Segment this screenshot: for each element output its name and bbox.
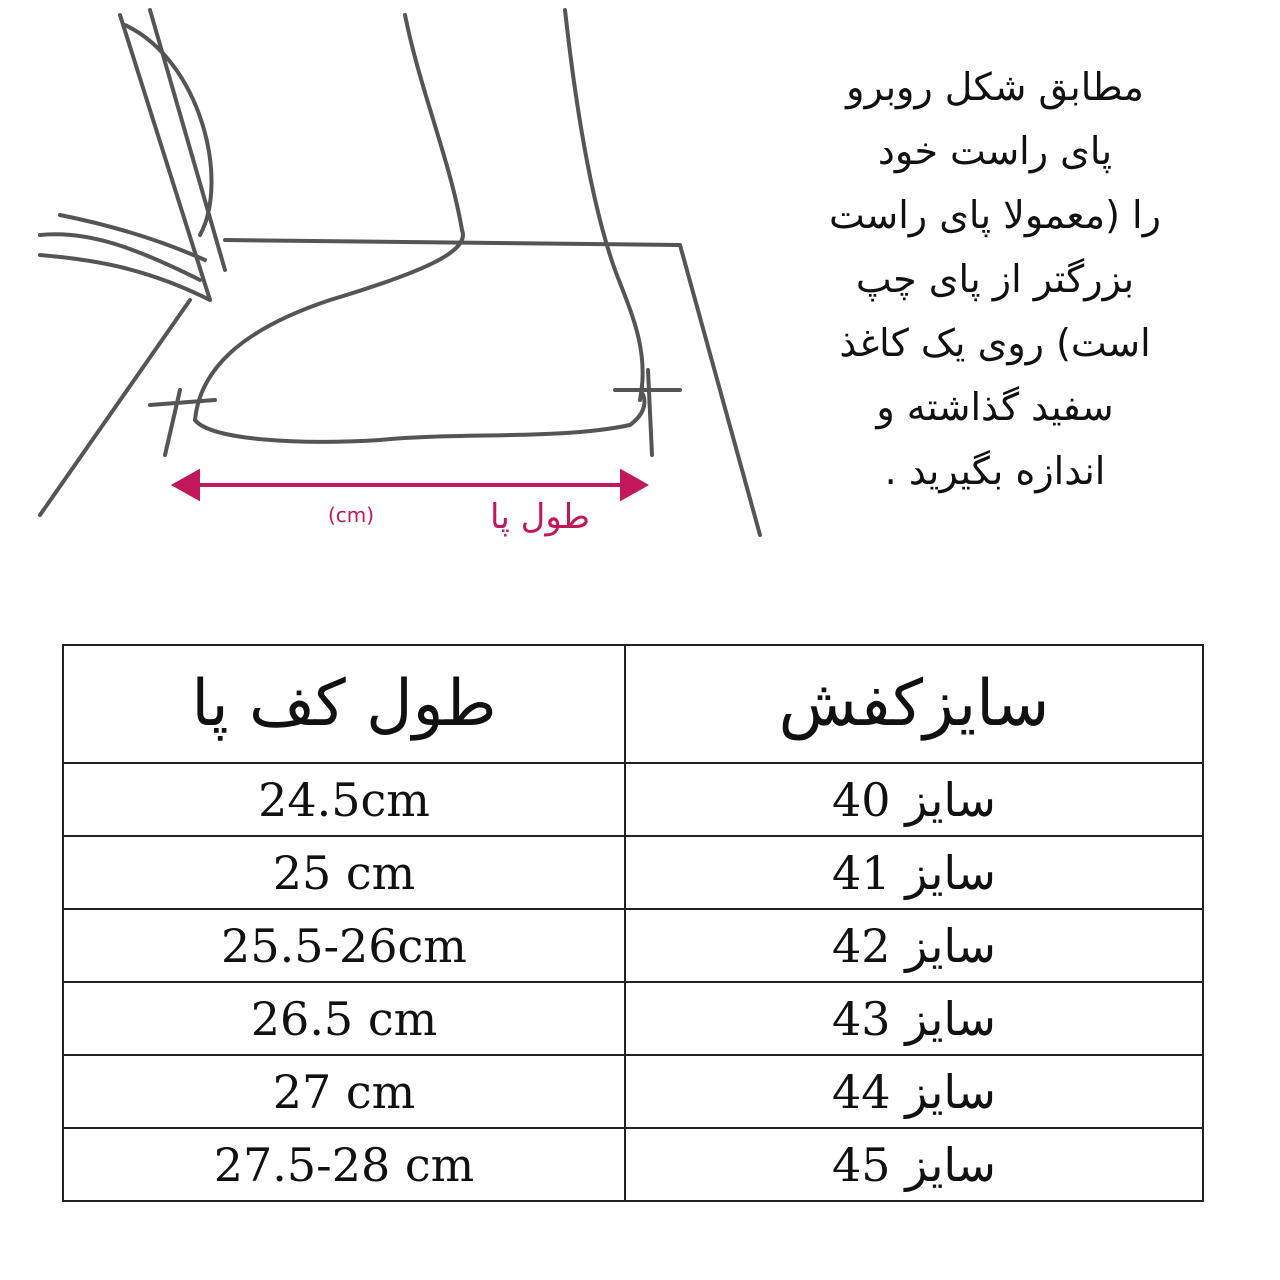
- instruction-line: را (معمولا پای راست: [829, 193, 1161, 237]
- size-number: 41: [832, 845, 891, 900]
- shoe-size-cell: [625, 836, 1203, 909]
- table-row: [63, 909, 1203, 982]
- size-number: 40: [832, 772, 891, 827]
- foot-length-cell: 26.5 cm: [63, 982, 625, 1055]
- foot-measurement-illustration: [0, 0, 780, 560]
- table-row: [63, 763, 1203, 836]
- shoe-size-cell: [625, 909, 1203, 982]
- toe-mark: [615, 370, 680, 455]
- measure-unit: (cm): [328, 503, 375, 527]
- instruction-line: پای راست خود: [877, 129, 1113, 173]
- instruction-line: بزرگتر از پای چپ: [855, 257, 1135, 301]
- foot-length-cell: 27.5-28 cm: [63, 1128, 625, 1201]
- instruction-line: مطابق شکل روبرو: [846, 65, 1144, 109]
- hand-fingers: [40, 215, 210, 300]
- size-number: 45: [832, 1137, 891, 1192]
- foot-sole-outline: [195, 390, 644, 442]
- size-prefix: سایز: [905, 845, 996, 900]
- foot-length-cell: 25.5-26cm: [63, 909, 625, 982]
- size-prefix: سایز: [905, 918, 996, 973]
- foot-length-cell: 24.5cm: [63, 763, 625, 836]
- header-shoe-size: سایزکفش: [625, 645, 1203, 763]
- shoe-size-cell: [625, 1128, 1203, 1201]
- size-prefix: سایز: [905, 772, 996, 827]
- shoe-size-cell: [625, 982, 1203, 1055]
- paper-sheet-outline: [40, 240, 760, 535]
- size-prefix: سایز: [905, 1137, 996, 1192]
- foot-length-cell: 27 cm: [63, 1055, 625, 1128]
- size-number: 42: [832, 918, 891, 973]
- instruction-line: سفید گذاشته و: [876, 385, 1114, 429]
- table-row: [63, 836, 1203, 909]
- size-prefix: سایز: [905, 991, 996, 1046]
- shoe-size-cell: [625, 763, 1203, 836]
- size-prefix: سایز: [905, 1064, 996, 1119]
- foot-length-cell: 25 cm: [63, 836, 625, 909]
- pencil-icon: [120, 10, 225, 300]
- size-number: 44: [832, 1064, 891, 1119]
- header-foot-length: طول کف پا: [63, 645, 625, 763]
- measure-arrow-left-head: [175, 472, 198, 498]
- table-row: [63, 982, 1203, 1055]
- shoe-size-table: [62, 644, 1204, 1202]
- instruction-line: است) روی یک کاغذ: [839, 321, 1151, 365]
- table-row: [63, 1128, 1203, 1201]
- measure-arrow-right-head: [622, 472, 645, 498]
- size-number: 43: [832, 991, 891, 1046]
- table-row: [63, 1055, 1203, 1128]
- table-header-row: [63, 645, 1203, 763]
- measurement-instructions: [760, 55, 1230, 503]
- heel-mark: [150, 390, 215, 455]
- shoe-size-cell: [625, 1055, 1203, 1128]
- instruction-line: اندازه بگیرید .: [884, 449, 1106, 493]
- leg-back-outline: [565, 10, 643, 400]
- leg-outline: [195, 15, 463, 420]
- measure-label: طول پا: [490, 497, 590, 537]
